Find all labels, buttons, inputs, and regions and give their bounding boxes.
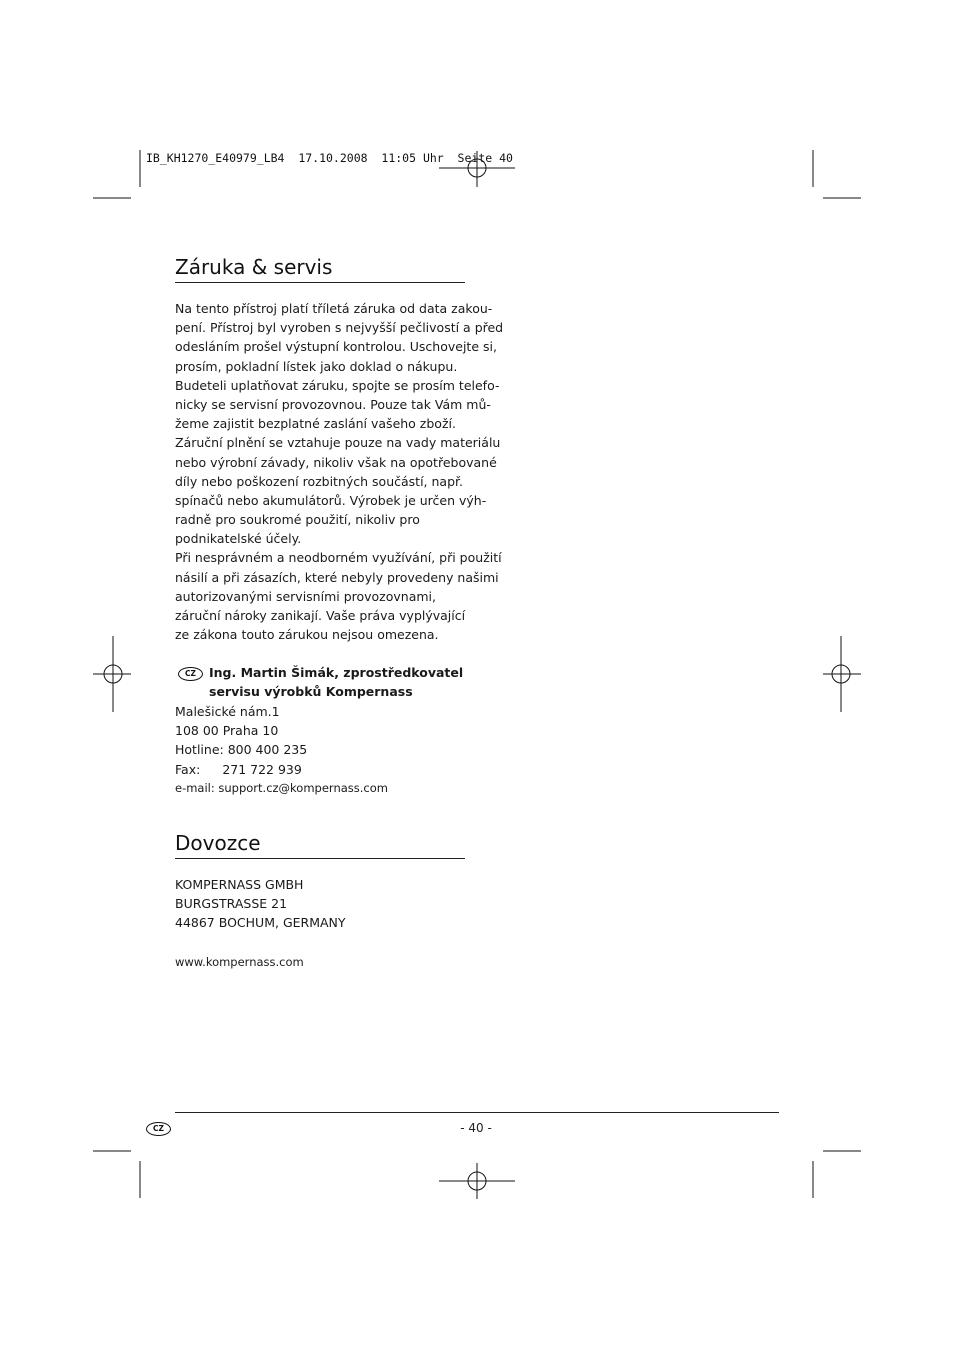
text-line: pení. Přístroj byl vyroben s nejvyšší pečlivostí a před [175, 320, 504, 336]
service-hotline: Hotline: 800 400 235 [175, 742, 308, 758]
service-name-line2: servisu výrobků Kompernass [209, 684, 413, 700]
text-line: odesláním prošel výstupní kontrolou. Uschovejte si, [175, 339, 497, 355]
page-number: - 40 - [460, 1121, 492, 1135]
importer-website: www.kompernass.com [175, 955, 304, 969]
importer-heading: Dovozce [175, 830, 465, 859]
text-line: díly nebo poškození rozbitných součástí, např. [175, 473, 463, 489]
text-line: prosím, pokladní lístek jako doklad o nákupu. [175, 358, 458, 374]
print-slug: IB_KH1270_E40979_LB4 17.10.2008 11:05 Uhr Seite 40 [146, 151, 513, 165]
text-line: nebo výrobní závady, nikoliv však na opotřebované [175, 454, 497, 470]
registration-mark-left [93, 636, 131, 712]
importer-company: KOMPERNASS GMBH [175, 877, 304, 892]
text-line: podnikatelské účely. [175, 531, 302, 547]
text-line: Na tento přístroj platí tříletá záruka od data zakou- [175, 301, 493, 316]
importer-address [175, 875, 346, 933]
warranty-text [175, 299, 503, 644]
service-street: Malešické nám.1 [175, 704, 280, 719]
text-line: spínačů nebo akumulátorů. Výrobek je určen výh- [175, 492, 487, 508]
country-badge-cz: CZ [178, 667, 203, 681]
fax-value: 271 722 939 [222, 761, 302, 777]
service-address [175, 702, 388, 798]
text-line: Záruční plnění se vztahuje pouze na vady materiálu [175, 435, 501, 451]
text-line: nicky se servisní provozovnou. Pouze tak Vám mů- [175, 396, 491, 412]
service-city: 108 00 Praha 10 [175, 723, 279, 739]
service-fax [175, 760, 388, 779]
text-line: násilí a při zásazích, které nebyly provedeny našimi [175, 569, 499, 585]
service-provider-name [209, 663, 463, 701]
footer-country-badge: CZ [146, 1122, 171, 1136]
text-line: žeme zajistit bezplatné zaslání vašeho zboží. [175, 416, 456, 432]
importer-city: 44867 BOCHUM, GERMANY [175, 915, 346, 931]
service-name-line1: Ing. Martin Šimák, zprostředkovatel [209, 665, 464, 680]
text-line: radně pro soukromé použití, nikoliv pro [175, 512, 420, 528]
warranty-heading: Záruka & servis [175, 254, 465, 283]
footer-rule [175, 1112, 779, 1113]
text-line: ze zákona touto zárukou nejsou omezena. [175, 627, 439, 643]
fax-label: Fax: [175, 761, 201, 777]
text-line: záruční nároky zanikají. Vaše práva vyplývající [175, 608, 466, 623]
text-line: autorizovanými servisními provozovnami, [175, 588, 436, 604]
registration-mark-right [823, 636, 861, 712]
text-line: Při nesprávném a neodborném využívání, při použití [175, 550, 502, 566]
registration-mark-bottom [439, 1163, 515, 1199]
text-line: Budeteli uplatňovat záruku, spojte se prosím telefo- [175, 377, 500, 393]
service-email: e-mail: support.cz@kompernass.com [175, 780, 388, 795]
importer-street: BURGSTRASSE 21 [175, 896, 288, 912]
